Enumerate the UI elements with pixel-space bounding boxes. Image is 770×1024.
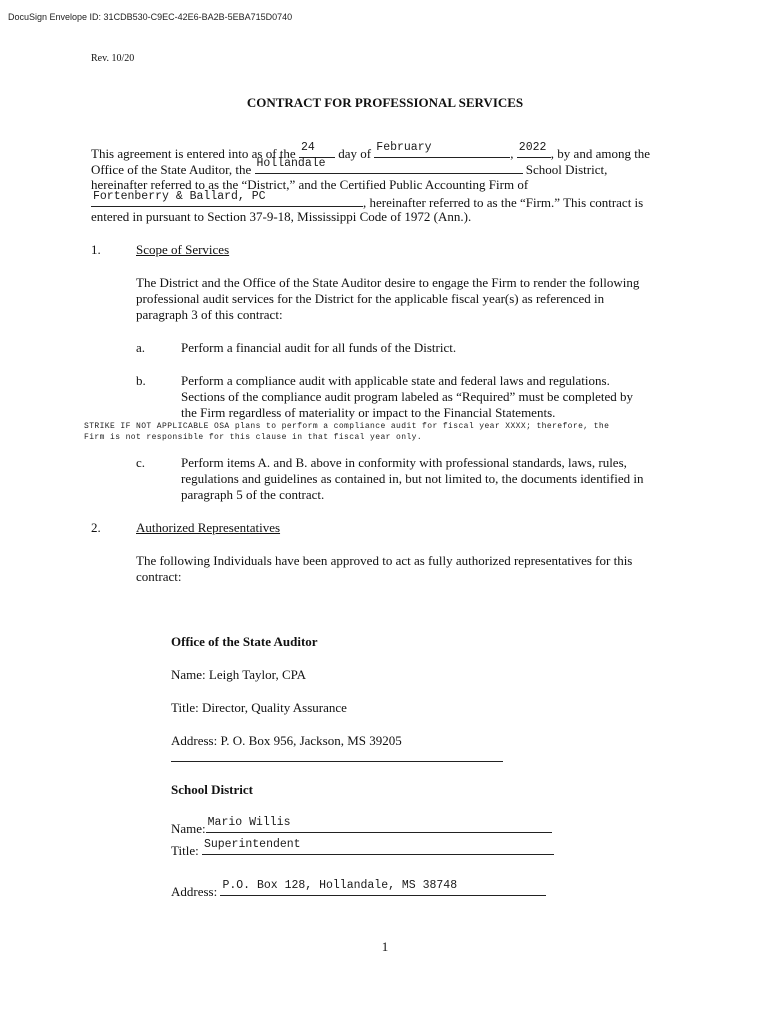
section-2-number: 2. — [91, 520, 101, 535]
section-1-para-line: paragraph 3 of this contract: — [136, 307, 283, 322]
item-a-label: a. — [136, 340, 146, 355]
intro-text: , by and among the — [550, 146, 651, 161]
osa-title: Title: Director, Quality Assurance — [171, 700, 347, 715]
district-value: Hollandale — [256, 157, 326, 170]
year-field[interactable] — [517, 141, 551, 158]
item-c-label: c. — [136, 455, 146, 470]
intro-line-3: hereinafter referred to as the “District,” and the Certified Public Accounting Firm of — [91, 177, 529, 192]
school-address-field[interactable] — [220, 879, 546, 896]
intro-text: , hereinafter referred to as the “Firm.” This contract is — [363, 195, 644, 210]
year-value: 2022 — [518, 141, 547, 154]
strike-note-line: Firm is not responsible for this clause in that fiscal year only. — [84, 433, 423, 442]
docusign-envelope-id: DocuSign Envelope ID: 31CDB530-C9EC-42E6-BA2B-5EBA715D0740 — [8, 12, 293, 22]
item-b-line: Sections of the compliance audit program labeled as “Required” must be completed by — [181, 389, 633, 404]
district-field[interactable] — [255, 157, 523, 174]
osa-address: Address: P. O. Box 956, Jackson, MS 39205 — [171, 733, 402, 748]
section-2-heading: Authorized Representatives — [136, 520, 281, 535]
day-value: 24 — [300, 141, 315, 154]
intro-text: day of — [338, 146, 372, 161]
intro-text: School District, — [525, 162, 608, 177]
intro-line-2 — [91, 157, 608, 178]
intro-text: , — [510, 146, 514, 161]
month-field[interactable] — [374, 141, 510, 158]
section-1-para-line: The District and the Office of the State Auditor desire to engage the Firm to render the following — [136, 275, 640, 290]
school-name-label: Name: — [171, 821, 206, 836]
firm-field[interactable] — [91, 190, 363, 207]
osa-name: Name: Leigh Taylor, CPA — [171, 667, 307, 682]
section-1-para-line: professional audit services for the District for the applicable fiscal year(s) as referenced in — [136, 291, 605, 306]
item-c-line: Perform items A. and B. above in conformity with professional standards, laws, rules, — [181, 455, 627, 470]
school-name-row — [171, 816, 552, 837]
section-1-heading: Scope of Services — [136, 242, 230, 257]
school-title-value: Superintendent — [203, 838, 301, 851]
item-a-text: Perform a financial audit for all funds of the District. — [181, 340, 457, 355]
contract-title: CONTRACT FOR PROFESSIONAL SERVICES — [246, 95, 524, 110]
firm-value: Fortenberry & Ballard, PC — [93, 190, 266, 203]
intro-text: This agreement is entered into as of the — [91, 146, 296, 161]
school-address-row — [171, 879, 546, 900]
school-name-field[interactable] — [206, 816, 552, 833]
item-c-line: regulations and guidelines as contained in, but not limited to, the documents identified in — [181, 471, 644, 486]
month-value: February — [376, 141, 432, 154]
school-name-value: Mario Willis — [207, 816, 291, 829]
osa-address-underline — [171, 761, 503, 762]
school-title-label: Title: — [171, 843, 199, 858]
item-b-label: b. — [136, 373, 146, 388]
section-2-para-line: The following Individuals have been approved to act as fully authorized representatives for this — [136, 553, 633, 568]
item-b-line: Perform a compliance audit with applicable state and federal laws and regulations. — [181, 373, 610, 388]
osa-heading: Office of the State Auditor — [171, 634, 318, 649]
school-address-value: P.O. Box 128, Hollandale, MS 38748 — [222, 879, 458, 892]
section-2-para-line: contract: — [136, 569, 182, 584]
section-1-number: 1. — [91, 242, 101, 257]
page-number: 1 — [381, 939, 389, 954]
strike-note-line: STRIKE IF NOT APPLICABLE OSA plans to perform a compliance audit for fiscal year XXXX; therefore, the — [84, 422, 610, 431]
revision-label: Rev. 10/20 — [91, 53, 135, 64]
school-address-label: Address: — [171, 884, 218, 899]
intro-line-5: entered in pursuant to Section 37-9-18, Mississippi Code of 1972 (Ann.). — [91, 209, 472, 224]
school-title-field[interactable] — [202, 838, 554, 855]
intro-text: Office of the State Auditor, the — [91, 162, 252, 177]
school-heading: School District — [171, 782, 253, 797]
school-title-row — [171, 838, 554, 859]
item-c-line: paragraph 5 of the contract. — [181, 487, 325, 502]
item-b-line: the Firm regardless of materiality or impact to the Financial Statements. — [181, 405, 556, 420]
